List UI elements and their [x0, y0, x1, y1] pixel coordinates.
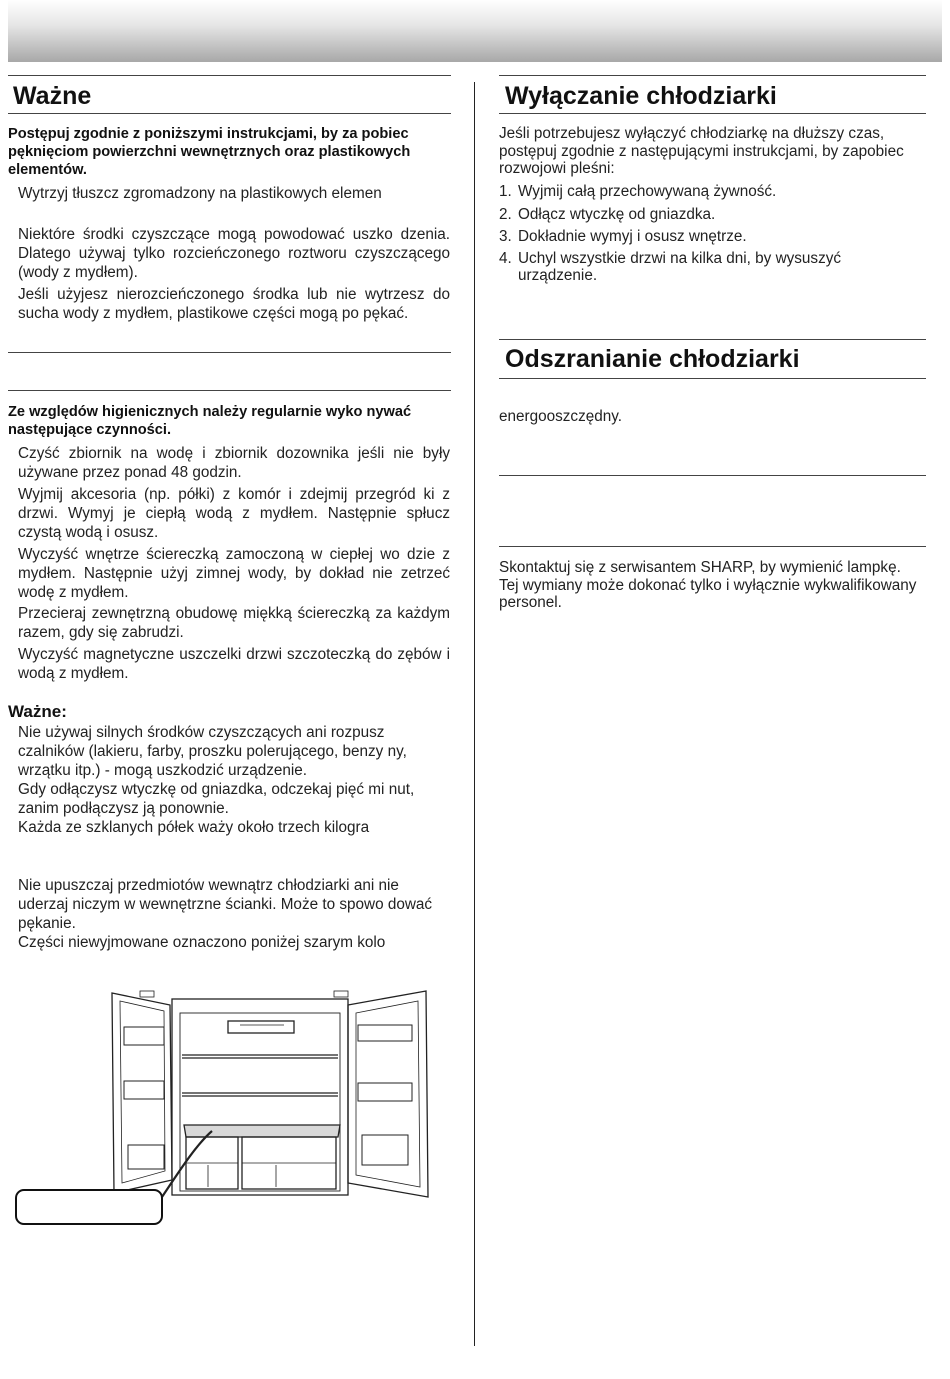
hygiene-item: Przecieraj zewnętrzną obudowę miękką ściereczką za każdym razem, gdy się zabrudzi. — [18, 605, 450, 641]
hygiene-item: Czyść zbiornik na wodę i zbiornik dozownika jeśli nie były używane przez ponad 48 godzin. — [18, 445, 450, 481]
section-rule — [8, 352, 451, 353]
important-paragraph: Niektóre środki czyszczące mogą powodować uszko dzenia. Dlatego używaj tylko rozcieńczonego roztworu czyszczącego (wody z mydłem). — [18, 226, 450, 281]
column-divider — [474, 82, 475, 1346]
important-paragraph: Jeśli użyjesz nierozcieńczonego środka lub nie wytrzesz do sucha wody z mydłem, plastikowe części mogą po pękać. — [18, 286, 450, 322]
hygiene-lead: Ze względów higienicznych należy regularnie wyko nywać następujące czynności. — [8, 404, 412, 438]
section-rule — [499, 475, 926, 476]
important2-title: Ważne: — [8, 702, 67, 721]
important-title: Ważne — [13, 82, 92, 110]
defrost-text: energooszczędny. — [499, 408, 623, 425]
important2-paragraph: Gdy odłączysz wtyczkę od gniazdka, odczekaj pięć mi nut, zanim podłączysz ją ponownie. — [18, 781, 415, 817]
defrost-title: Odszranianie chłodziarki — [505, 345, 800, 373]
shutdown-steps — [499, 182, 924, 287]
callout-box — [15, 1189, 163, 1225]
section-rule — [499, 378, 926, 379]
shutdown-step: 3. Dokładnie wymyj i osusz wnętrze. — [499, 228, 747, 245]
shutdown-step: 2. Odłącz wtyczkę od gniazdka. — [499, 205, 716, 223]
header-band — [8, 0, 942, 62]
important-paragraph: Wytrzyj tłuszcz zgromadzony na plastikowych elemen — [18, 185, 382, 202]
hygiene-item: Wyczyść wnętrze ściereczką zamoczoną w ciepłej wo dzie z mydłem. Następnie użyj zimnej wody, by dokład nie zetrzeć wodę z mydłem. — [18, 546, 450, 601]
important2-paragraph: Każda ze szklanych półek waży około trzech kilogra — [18, 819, 370, 836]
shutdown-intro: Jeśli potrzebujesz wyłączyć chłodziarkę na dłuższy czas, postępuj zgodnie z następującymi instrukcjami, by zapobiec rozwojowi pleśni: — [499, 125, 904, 177]
important-lead: Postępuj zgodnie z poniższymi instrukcjami, by za pobiec pęknięciom powierzchni wewnętrznych oraz plastikowych elementów. — [8, 126, 411, 178]
section-rule — [8, 75, 451, 76]
shutdown-step: 4. Uchyl wszystkie drzwi na kilka dni, by wysuszyć urządzenie. — [499, 249, 842, 284]
section-rule — [499, 113, 926, 114]
shutdown-title: Wyłączanie chłodziarki — [505, 82, 777, 110]
important2-paragraph: Nie upuszczaj przedmiotów wewnątrz chłodziarki ani nie uderzaj niczym w wewnętrzne ścianki. Może to spowo dować pękanie. — [18, 877, 433, 932]
hygiene-item: Wyczyść magnetyczne uszczelki drzwi szczoteczką do zębów i wodą z mydłem. — [18, 646, 450, 682]
important2-paragraph: Części niewyjmowane oznaczono poniżej szarym kolo — [18, 934, 386, 951]
section-rule — [499, 339, 926, 340]
shutdown-step: 1. Wyjmij całą przechowywaną żywność. — [499, 183, 777, 200]
section-rule — [499, 546, 926, 547]
important2-paragraph: Nie używaj silnych środków czyszczących ani rozpusz czalników (lakieru, farby, proszku polerującego, benzy ny, wrzątku itp.) - mogą uszkodzić urządzenie. — [18, 724, 407, 779]
hygiene-item: Wyjmij akcesoria (np. półki) z komór i zdejmij przegród ki z drzwi. Wymyj je ciepłą wodą z mydłem. Następnie spłucz czystą wodą i osusz. — [18, 486, 450, 541]
section-rule — [8, 390, 451, 391]
lamp-text: Skontaktuj się z serwisantem SHARP, by wymienić lampkę. Tej wymiany może dokonać tylko i wyłącznie wykwalifikowany personel. — [499, 559, 917, 611]
section-rule — [8, 113, 451, 114]
section-rule — [499, 75, 926, 76]
fridge-illustration — [100, 985, 435, 1215]
